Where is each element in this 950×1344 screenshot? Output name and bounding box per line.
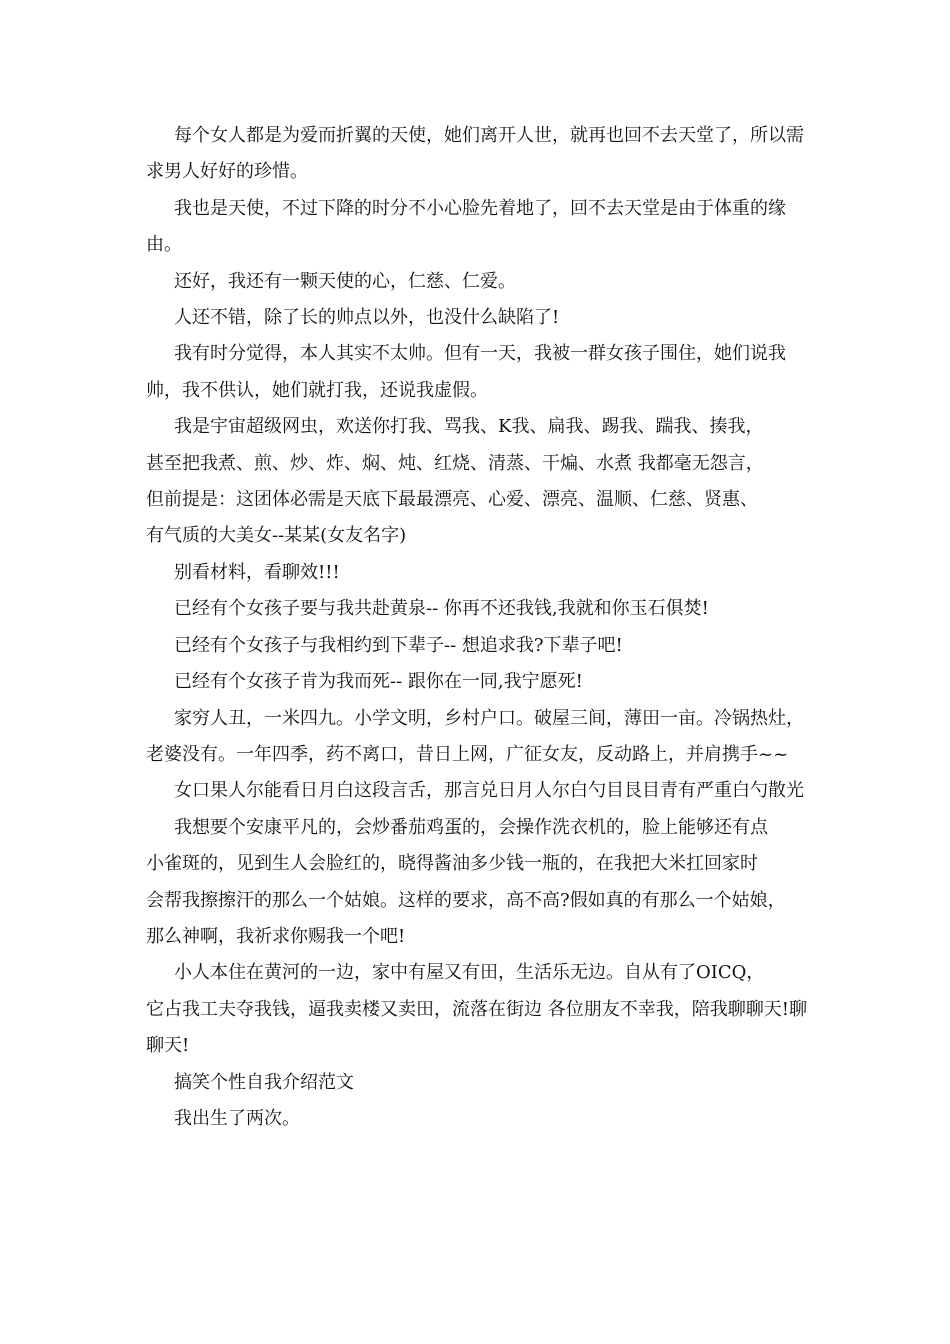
paragraph: 已经有个女孩子与我相约到下辈子-- 想追求我?下辈子吧! [174,634,623,656]
paragraph: 别看材料，看聊效!!! [174,561,340,583]
paragraph: 每个女人都是为爱而折翼的天使，她们离开人世，就再也回不去天堂了，所以需求男人好好的珍惜。 [146,125,804,183]
paragraph: 我有时分觉得，本人其实不太帅。但有一天，我被一群女孩子围住，她们说我帅，我不供认，她们就打我，还说我虚假。 [146,343,786,401]
paragraph: 已经有个女孩子肯为我而死-- 跟你在一同,我宁愿死! [174,671,583,693]
paragraph: 女口果人尔能看日月白这段言舌，那言兑日月人尔白勺目艮目青有严重白勺散光 [174,780,804,802]
paragraph: 我出生了两次。 [174,1107,300,1129]
paragraph: 我想要个安康平凡的，会炒番茄鸡蛋的，会操作洗衣机的，脸上能够还有点 小雀斑的，见到生人会脸红的，晓得酱油多少钱一瓶的，在我把大米扛回家时 会帮我擦擦汗的那么一个姑娘。这样的要求，高不高?假如真的有那么一个姑娘， 那么神啊，我祈求你赐我一个吧! [146,816,786,947]
paragraph: 人还不错，除了长的帅点以外，也没什么缺陷了! [174,307,560,329]
paragraph: 搞笑个性自我介绍范文 [174,1071,354,1093]
paragraph: 我是宇宙超级网虫，欢送你打我、骂我、K我、扁我、踢我、踹我、揍我， 甚至把我煮、煎、炒、炸、焖、炖、红烧、清蒸、干煸、水煮 我都毫无怨言， 但前提是：这团体必需是天底下最最漂亮、心爱、漂亮、温顺、仁慈、贤惠、 有气质的大美女--某某(女友名字) [146,416,764,547]
paragraph: 还好，我还有一颗天使的心，仁慈、仁爱。 [174,270,516,292]
paragraph: 已经有个女孩子要与我共赴黄泉-- 你再不还我钱,我就和你玉石俱焚! [174,598,709,620]
paragraph: 小人本住在黄河的一边，家中有屋又有田，生活乐无边。自从有了OICQ， 它占我工夫夺我钱，逼我卖楼又卖田，流落在街边 各位朋友不幸我，陪我聊聊天!聊聊天! [146,962,807,1057]
document-body [146,118,821,1137]
paragraph: 家穷人丑，一米四九。小学文明，乡村户口。破屋三间，薄田一亩。冷锅热灶，老婆没有。一年四季，药不离口，昔日上网，广征女友，反动路上，并肩携手~~ [146,707,804,765]
paragraph: 我也是天使，不过下降的时分不小心脸先着地了，回不去天堂是由于体重的缘由。 [146,197,786,256]
